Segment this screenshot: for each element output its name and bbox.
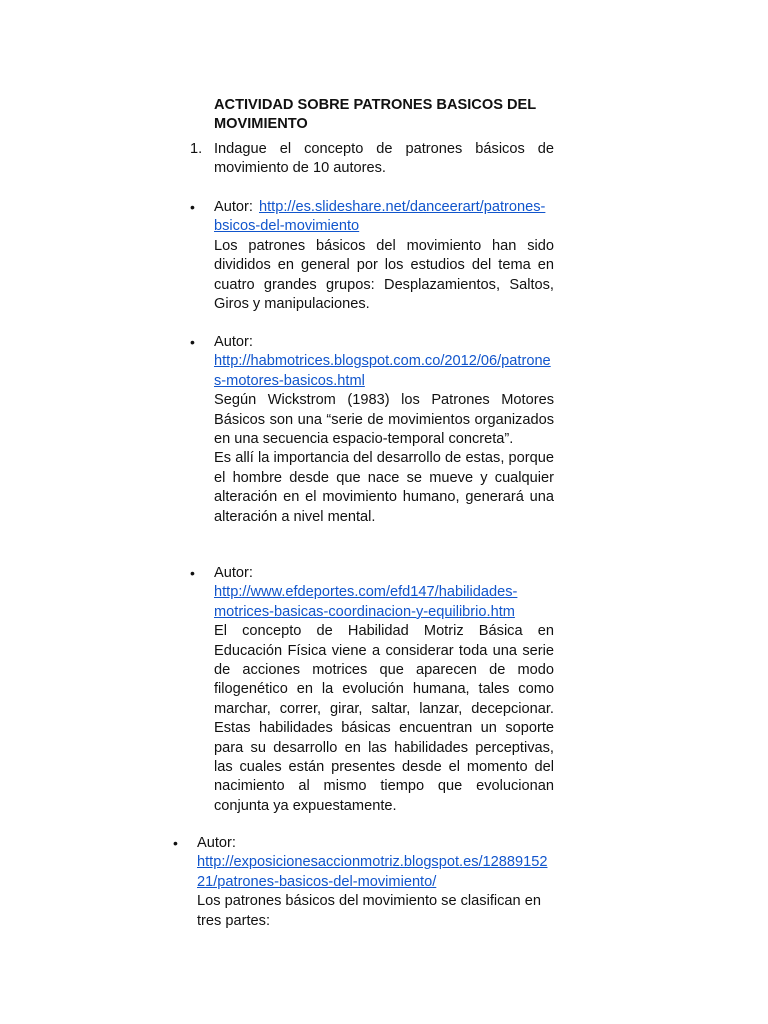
source-link[interactable]: http://habmotrices.blogspot.com.co/2012/06/patrones-motores-basicos.html — [214, 353, 551, 389]
document-title: ACTIVIDAD SOBRE PATRONES BASICOS DEL MOVIMIENTO — [214, 97, 536, 133]
numbered-item-text: Indague el concepto de patrones básicos de movimiento de 10 autores. — [214, 141, 554, 177]
source-link[interactable]: http://es.slideshare.net/danceerart/patrones-bsicos-del-movimiento — [214, 199, 546, 235]
author-label: Autor: — [214, 565, 253, 581]
entry-paragraph: Los patrones básicos del movimiento han sido divididos en general por los estudios del tema en cuatro grandes grupos: Desplazamientos, Saltos, Giros y manipulaciones. — [214, 237, 554, 313]
entry-paragraph: Es allí la importancia del desarrollo de estas, porque el hombre desde que nace se mueve y cualquier alteración en el movimiento humano, generará una alteración a nivel mental. — [214, 450, 554, 525]
item-number: 1. — [190, 141, 203, 157]
bullet-icon: • — [173, 835, 178, 851]
author-label: Autor: — [214, 199, 253, 215]
author-entry — [190, 333, 554, 527]
bullet-icon: • — [190, 565, 195, 581]
author-entry — [190, 198, 554, 314]
source-link[interactable]: http://exposicionesaccionmotriz.blogspot.es/1288915221/patrones-basicos-del-movimiento/ — [197, 854, 548, 890]
author-entry — [190, 564, 554, 816]
author-entry — [173, 834, 554, 931]
entry-paragraph: Los patrones básicos del movimiento se clasifican en tres partes: — [197, 893, 541, 929]
source-link[interactable]: http://www.efdeportes.com/efd147/habilidades-motrices-basicas-coordinacion-y-equilibrio.htm — [214, 584, 518, 620]
numbered-item — [190, 140, 554, 179]
author-label: Autor: — [197, 835, 236, 851]
bullet-icon: • — [190, 199, 195, 215]
entry-paragraph: El concepto de Habilidad Motriz Básica en Educación Física viene a considerar toda una serie de acciones motrices que aparecen de modo filogenético en la evolución humana, tales como marchar, correr, girar, saltar, lanzar, decepcionar. Estas habilidades básicas encuentran un soporte para su desarrollo en las habilidades perceptivas, las cuales están presentes desde el momento del nacimiento al mismo tiempo que evolucionan conjunta ya expuestamente. — [214, 623, 554, 814]
bullet-icon: • — [190, 334, 195, 350]
entry-paragraph: Según Wickstrom (1983) los Patrones Motores Básicos son una “serie de movimientos organizados en una secuencia espacio-temporal concreta”. — [214, 392, 554, 448]
author-label: Autor: — [214, 334, 253, 350]
